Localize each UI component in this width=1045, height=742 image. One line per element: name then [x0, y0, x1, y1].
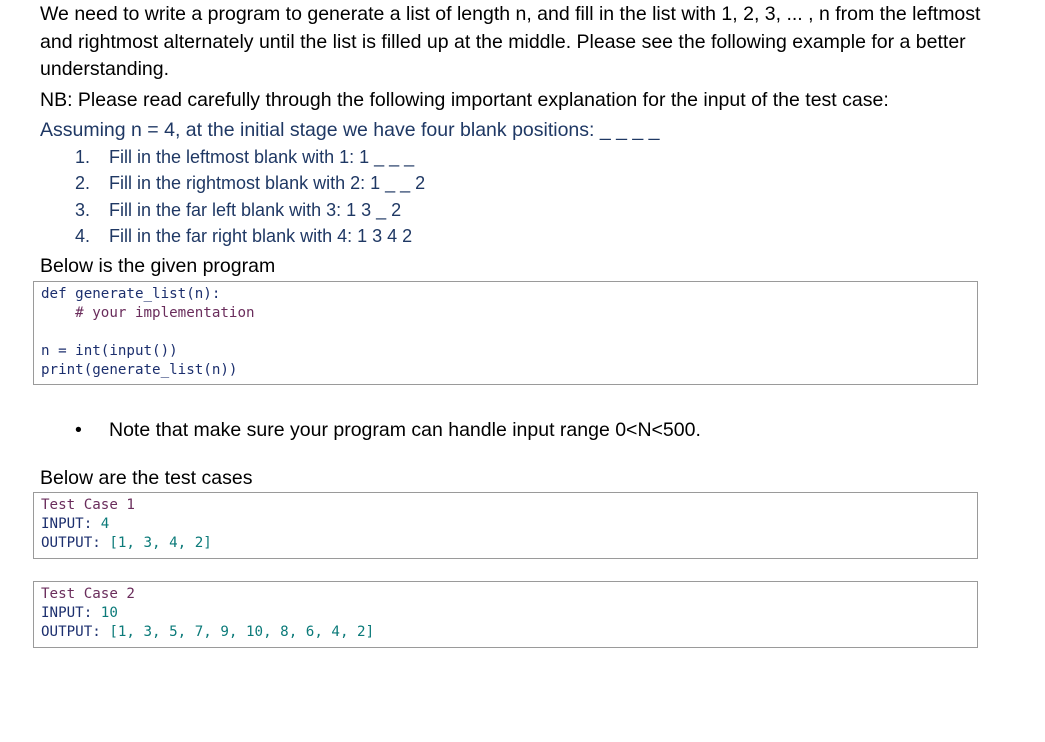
- step-text: Fill in the far right blank with 4: 1 3 4 2: [109, 225, 413, 246]
- nb-paragraph: NB: Please read carefully through the following important explanation for the input of the test case:: [40, 89, 889, 111]
- step-number: 2.: [75, 173, 91, 194]
- test-case-input: INPUT: 4: [41, 516, 110, 532]
- assumption-line: Assuming n = 4, at the initial stage we have four blank positions: _ _ _ _: [40, 119, 660, 141]
- test-case-output: OUTPUT: [1, 3, 5, 7, 9, 10, 8, 6, 4, 2]: [41, 624, 375, 640]
- intro-paragraph: We need to write a program to generate a list of length n, and fill in the list with 1, 2, 3, ... , n from the leftmost and rightmost alternately until the list is filled up at the middle. Please see the following example for a better understanding.: [40, 3, 981, 80]
- code-keyword: def: [41, 286, 67, 302]
- bullet-icon: •: [75, 419, 82, 441]
- note-row: [75, 417, 701, 444]
- code-comment: # your implementation: [41, 305, 255, 321]
- code-line: print(generate_list(n)): [41, 362, 238, 378]
- step-text: Fill in the far left blank with 3: 1 3 _ 2: [109, 199, 402, 220]
- code-line: [41, 285, 977, 304]
- step-number: 1.: [75, 147, 91, 167]
- step-number: 3.: [75, 199, 91, 220]
- test-case-block-1: [33, 492, 978, 559]
- note-text: Note that make sure your program can handle input range 0<N<500.: [109, 419, 701, 441]
- test-case-block-2: [33, 581, 978, 648]
- step-text: Fill in the rightmost blank with 2: 1 _ _ 2: [109, 173, 426, 194]
- test-cases-heading: Below are the test cases: [40, 467, 253, 489]
- list-item: [75, 223, 425, 249]
- test-case-title: Test Case 1: [41, 497, 135, 513]
- code-line: n = int(input()): [41, 343, 178, 359]
- code-text: generate_list(n):: [66, 286, 221, 302]
- list-item: [75, 170, 425, 196]
- list-item: [75, 144, 425, 170]
- steps-list: [75, 144, 425, 249]
- code-blank-line: [41, 323, 977, 342]
- test-case-output: OUTPUT: [1, 3, 4, 2]: [41, 535, 212, 551]
- test-case-input: INPUT: 10: [41, 605, 118, 621]
- list-item: [75, 197, 425, 223]
- step-number: 4.: [75, 225, 91, 246]
- program-heading: Below is the given program: [40, 255, 276, 277]
- test-case-title: Test Case 2: [41, 586, 135, 602]
- step-text: Fill in the leftmost blank with 1: 1 _ _ _: [109, 147, 415, 167]
- program-code-block: [33, 281, 978, 385]
